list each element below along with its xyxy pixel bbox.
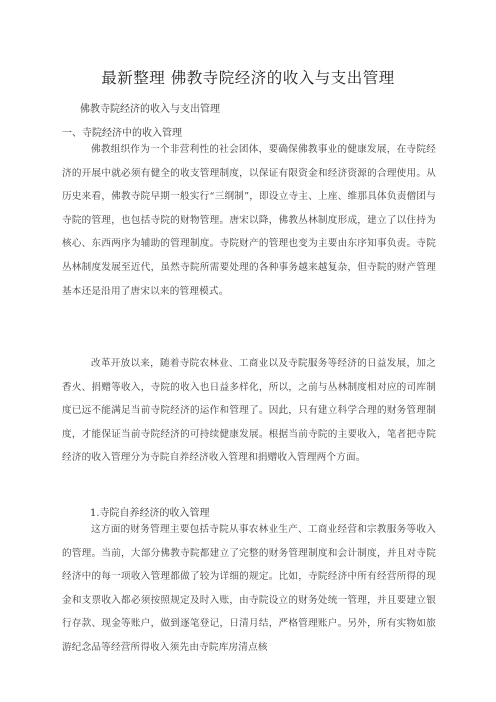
subsection-heading-self-support: 1.寺院自养经济的收入管理: [90, 508, 210, 519]
paragraph-2: 改革开放以来，随着寺院农林业、工商业以及寺院服务等经济的日益发展，加之香火、捐赠等收入，寺院的收入也日益多样化，所以，之前与丛林制度相对应的司库制度已远不能满足当前寺院经济的运作和管理了。因此，只有建立科学合理的财务管理制度，才能保证当前寺院经济的可持续健康发展。根据当前寺院的主要收入，笔者把寺院经济的收入管理分为寺院自养经济收入管理和捐赠收入管理两个方面。: [62, 358, 436, 464]
section-heading-income: 一、寺院经济中的收入管理: [62, 128, 182, 139]
document-title: 最新整理 佛教寺院经济的收入与支出管理: [101, 69, 395, 87]
paragraph-3: 这方面的财务管理主要包括寺院从事农林业生产、工商业经营和宗教服务等收入的管理。当前，大部分佛教寺院都建立了完整的财务管理制度和会计制度，并且对寺院经济中的每一项收入管理都做了较为详细的规定。比如，寺院经济中所有经营所得的现金和支票收入都必须按照规定及时入账，由寺院设立的财务处统一管理，并且要建立银行存款、现金等账户，做到逐笔登记，日清月结，严格管理账户。另外，所有实物如旅游纪念品等经营所得收入须先由寺院库房清点核: [62, 524, 436, 653]
paragraph-1: 佛教组织作为一个非营利性的社会团体，要确保佛教事业的健康发展，在寺院经济的开展中就必须有健全的收支管理制度，以保证有限资金和经济资源的合理使用。从历史来看，佛教寺院早期一般实行“三纲制”，即设立寺主、上座、维那具体负责僧团与寺院的管理，也包括寺院的财物管理。唐宋以降，佛教丛林制度形成，建立了以住持为核心、东西两序为辅助的管理制度。寺院财产的管理也变为主要由东序知事负责。寺院丛林制度发展至近代，虽然寺院所需要处理的各种事务越来越复杂，但寺院的财产管理基本还是沿用了唐宋以来的管理模式。: [62, 144, 436, 297]
document-subtitle: 佛教寺院经济的收入与支出管理: [80, 104, 220, 115]
